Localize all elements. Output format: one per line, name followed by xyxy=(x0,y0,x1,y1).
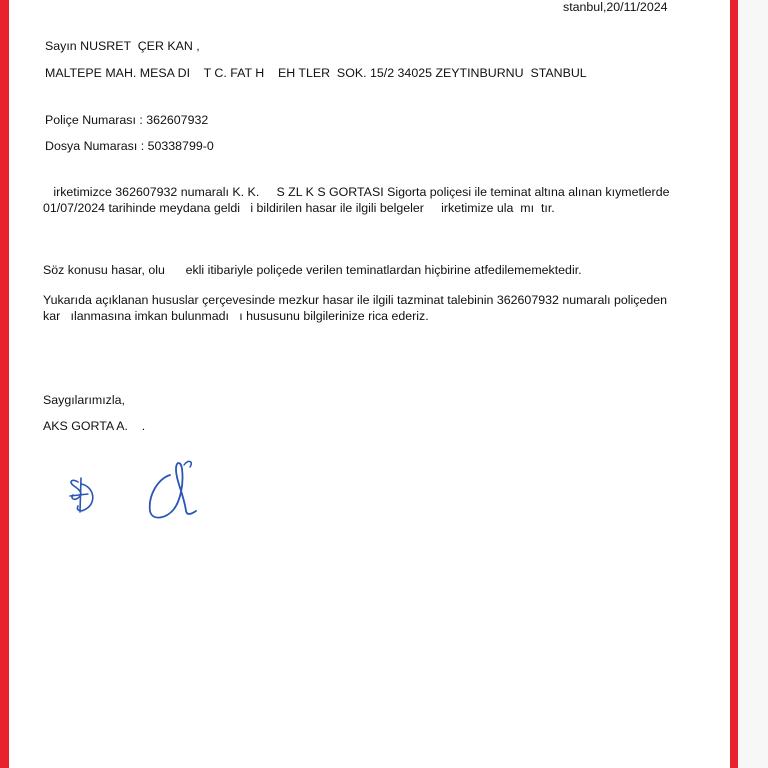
policy-number: Poliçe Numarası : 362607932 xyxy=(45,113,209,127)
body-paragraph-3-line-1: Yukarıda açıklanan hususlar çerçevesinde mezkur hasar ile ilgili tazminat talebinin 362607932 numaralı poliçeden xyxy=(43,293,668,307)
closing-salutation: Saygılarımızla, xyxy=(43,393,125,407)
place-date: stanbul,20/11/2024 xyxy=(563,0,668,14)
body-paragraph-1-line-2: 01/07/2024 tarihinde meydana geldi i bildirilen hasar ile ilgili belgeler irketimize ula mı tır. xyxy=(43,201,555,215)
body-paragraph-2: Söz konusu hasar, olu ekli itibariyle poliçede verilen teminatlardan hiçbirine atfedilememektedir. xyxy=(43,263,582,277)
body-paragraph-1-line-1: irketimizce 362607932 numaralı K. K. S ZL K S GORTASI Sigorta poliçesi ile teminat altına alınan kıymetlerde xyxy=(43,185,670,199)
page-margin xyxy=(738,0,768,768)
right-red-border xyxy=(730,0,738,768)
file-number: Dosya Numarası : 50338799-0 xyxy=(45,139,214,153)
salutation: Sayın NUSRET ÇER KAN , xyxy=(45,39,200,53)
body-paragraph-3-line-2: kar ılanmasına imkan bulunmadı ı hususunu bilgilerinize rica ederiz. xyxy=(43,309,429,323)
initials-signature xyxy=(64,470,108,520)
company-name: AKS GORTA A. . xyxy=(43,419,146,433)
left-red-border xyxy=(0,0,9,768)
handwritten-signature xyxy=(140,455,210,525)
recipient-address: MALTEPE MAH. MESA DI T C. FAT H EH TLER SOK. 15/2 34025 ZEYTINBURNU STANBUL xyxy=(45,66,587,80)
